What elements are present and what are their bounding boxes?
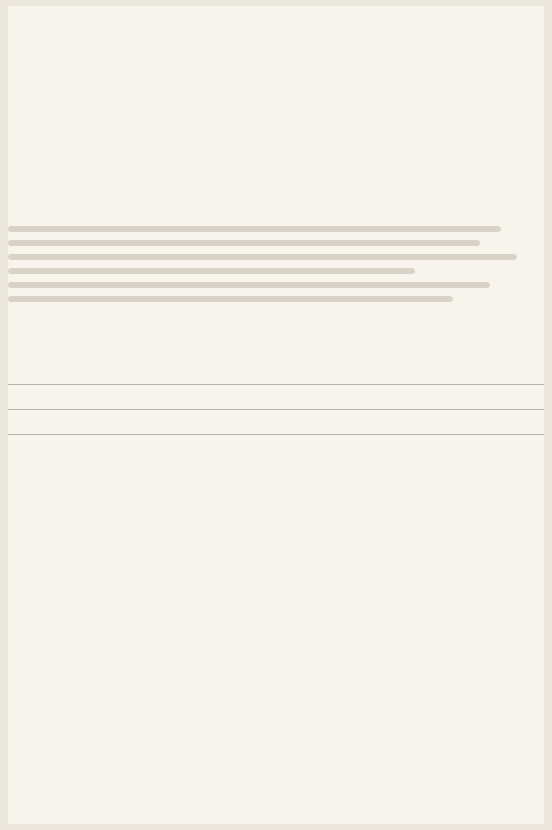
content-block [8,24,544,30]
answer-line [8,416,544,435]
exam-page [8,6,544,824]
text-line-placeholder [8,226,501,232]
answer-line [8,366,544,385]
text-line-placeholder [8,268,415,274]
text-line-placeholder [8,240,480,246]
placeholder-text-lines [8,226,544,310]
answer-lines [8,366,544,441]
text-line-placeholder [8,282,490,288]
answer-line [8,391,544,410]
text-line-placeholder [8,296,453,302]
text-line-placeholder [8,254,517,260]
